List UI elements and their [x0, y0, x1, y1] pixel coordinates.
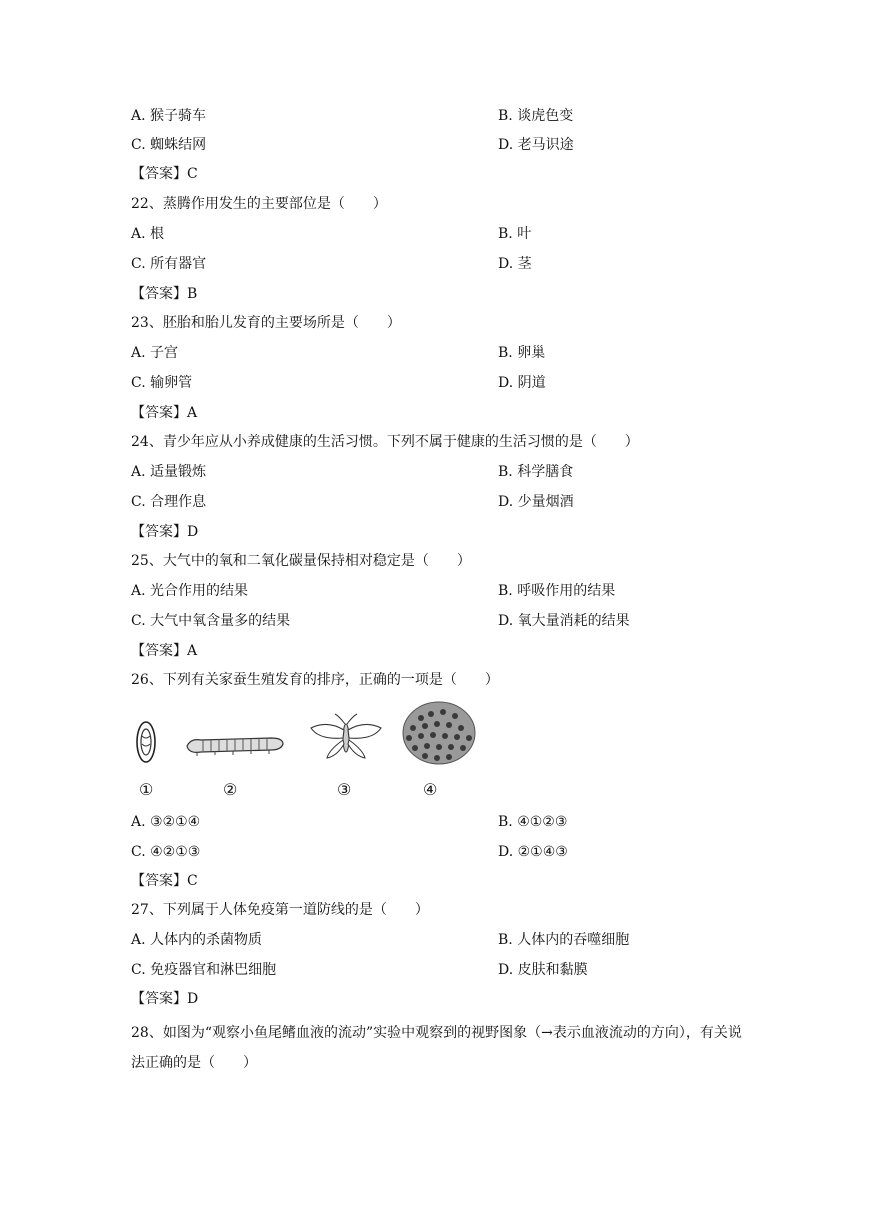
q24-option-a: A. 适量锻炼: [131, 464, 207, 480]
q23-option-a: A. 子宫: [131, 345, 179, 361]
q22-option-c: C. 所有器官: [131, 256, 207, 272]
q21-answer: 【答案】C: [131, 166, 198, 182]
cocoon-illustration: [137, 722, 155, 762]
q26-answer: 【答案】C: [131, 873, 198, 889]
eggs-illustration: [403, 702, 475, 764]
silkworm-life-cycle-figure: [131, 700, 481, 800]
q27-option-b: B. 人体内的吞噬细胞: [498, 932, 630, 948]
q23-answer: 【答案】A: [131, 405, 198, 421]
q27-option-c: C. 免疫器官和淋巴细胞: [131, 962, 277, 978]
q22-answer: 【答案】B: [131, 286, 198, 302]
q25-stem: 25、大气中的氧和二氧化碳量保持相对稳定是（ ）: [131, 553, 471, 569]
q24-option-d: D. 少量烟酒: [498, 494, 574, 510]
q23-stem: 23、胚胎和胎儿发育的主要场所是（ ）: [131, 315, 401, 331]
q22-option-a: A. 根: [131, 226, 165, 242]
q22-option-b: B. 叶: [498, 226, 532, 242]
q21-option-d: D. 老马识途: [498, 137, 574, 153]
q26-option-d: D. ②①④③: [498, 844, 568, 860]
q25-option-a: A. 光合作用的结果: [131, 583, 249, 599]
larva-illustration: [187, 738, 283, 756]
q26-option-b: B. ④①②③: [498, 814, 568, 830]
q21-option-b: B. 谈虎色变: [498, 108, 574, 124]
q25-answer: 【答案】A: [131, 643, 198, 659]
figure-label-2: ②: [223, 780, 238, 799]
q23-option-d: D. 阴道: [498, 375, 546, 391]
q27-option-d: D. 皮肤和黏膜: [498, 962, 588, 978]
q25-option-c: C. 大气中氧含量多的结果: [131, 613, 291, 629]
q25-option-b: B. 呼吸作用的结果: [498, 583, 616, 599]
q27-stem: 27、下列属于人体免疫第一道防线的是（ ）: [131, 902, 429, 918]
figure-label-1: ①: [139, 780, 154, 799]
q27-option-a: A. 人体内的杀菌物质: [131, 932, 263, 948]
q24-option-c: C. 合理作息: [131, 494, 207, 510]
q27-answer: 【答案】D: [131, 991, 199, 1007]
q21-option-a: A. 猴子骑车: [131, 108, 207, 124]
figure-label-4: ④: [423, 780, 438, 799]
q28-stem: 28、如图为“观察小鱼尾鳍血液的流动”实验中观察到的视野图象（→表示血液流动的方向），有关说法正确的是（ ）: [131, 1025, 742, 1071]
q22-option-d: D. 茎: [498, 256, 532, 272]
q23-option-b: B. 卵巢: [498, 345, 546, 361]
q21-option-c: C. 蜘蛛结网: [131, 137, 207, 153]
moth-illustration: [311, 714, 381, 758]
q24-stem: 24、青少年应从小养成健康的生活习惯。下列不属于健康的生活习惯的是（ ）: [131, 434, 639, 450]
q26-option-a: A. ③②①④: [131, 814, 201, 830]
q23-option-c: C. 输卵管: [131, 375, 193, 391]
q24-option-b: B. 科学膳食: [498, 464, 574, 480]
figure-label-3: ③: [337, 780, 352, 799]
q22-stem: 22、蒸腾作用发生的主要部位是（ ）: [131, 196, 387, 212]
q26-option-c: C. ④②①③: [131, 844, 201, 860]
q26-stem: 26、下列有关家蚕生殖发育的排序，正确的一项是（ ）: [131, 672, 499, 688]
q25-option-d: D. 氧大量消耗的结果: [498, 613, 630, 629]
q24-answer: 【答案】D: [131, 524, 199, 540]
